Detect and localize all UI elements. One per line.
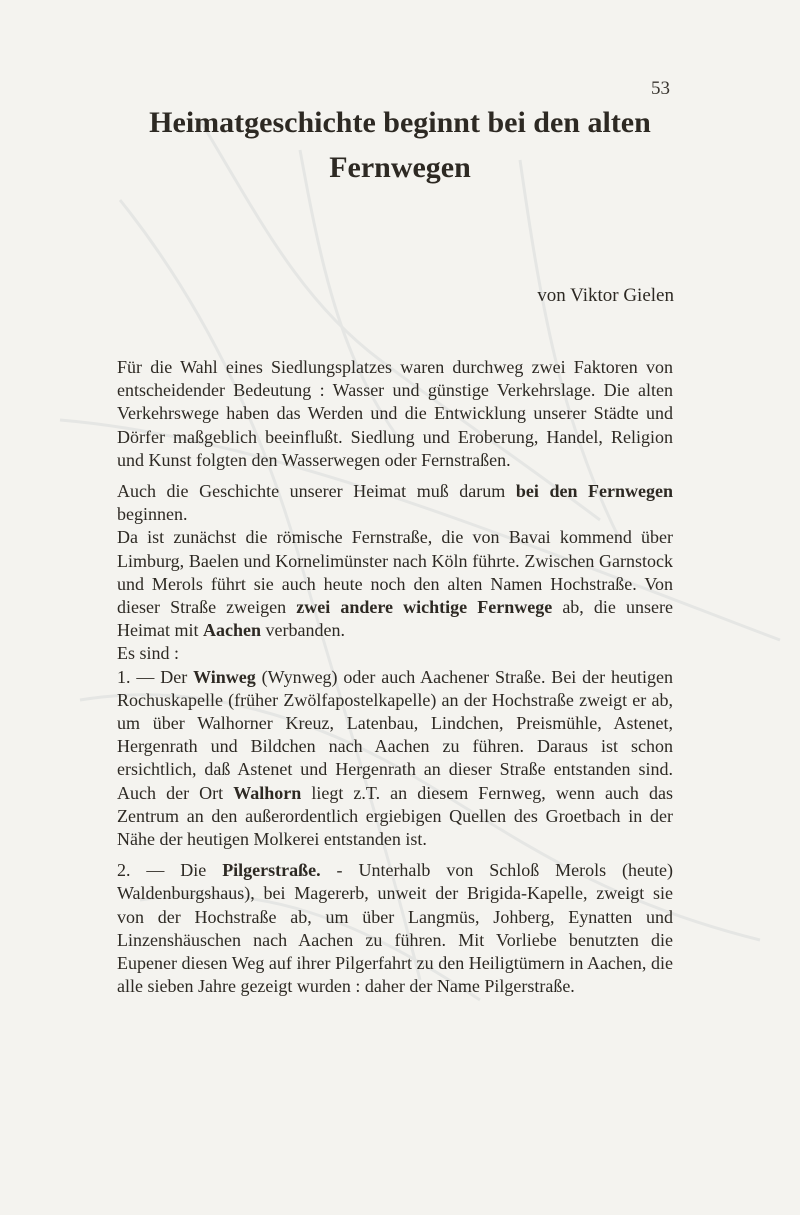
text-run: (Wynweg) oder auch Aachener Straße. Bei der heutigen Rochuskapelle (früher Zwölfapostelkapelle) an der Hochstraße zweigt er ab, um über Walhorner Kreuz, Latenbau, Lindchen, Preismühle, Astenet, Hergenrath und Bildchen nach Aachen zu führen. Daraus ist schon ersichtlich, daß Astenet und Hergenrath an dieser Straße entstanden sind. Auch der Ort <box>117 666 674 803</box>
text-run: liegt z.T. an diesem Fernweg, wenn auch das Zentrum an den außerordentlich ergiebigen Quellen des Groetbach in der Nähe der heutigen Molkerei entstanden ist. <box>117 782 674 850</box>
page-number: 53 <box>651 78 670 99</box>
bold-text-run: Aachen <box>202 620 261 641</box>
paragraph-winweg <box>117 666 673 852</box>
paragraph-es-sind <box>117 642 673 665</box>
author-line: von Viktor Gielen <box>537 285 674 306</box>
text-run: 1. — Der <box>117 666 194 687</box>
bold-text-run: Pilgerstraße. <box>222 860 321 881</box>
text-run: 2. — Die <box>117 860 223 881</box>
text-run: Auch die Geschichte unserer Heimat muß darum <box>117 481 516 502</box>
paragraph-pilgerstrasse <box>117 859 673 998</box>
paragraph-roman-road <box>117 526 673 642</box>
bold-text-run: Walhorn <box>233 782 302 803</box>
text-run: ab, die unsere Heimat mit <box>117 597 673 641</box>
text-run: Da ist zunächst die römische Fernstraße, die von Bavai kommend über Limburg, Baelen und Kornelimünster nach Köln führte. Zwischen Garnstock und Merols führt sie auch heute noch den alten Namen Hochstraße. Von dieser Straße zweigen <box>117 527 673 618</box>
paragraph-intro <box>117 356 673 472</box>
paragraph-fernwege <box>117 480 673 526</box>
bold-text-run: zwei andere wichtige Fernwege <box>296 597 553 618</box>
text-run: - Unterhalb von Schloß Merols (heute) Waldenburgshaus), bei Magererb, unweit der Brigida-Kapelle, zweigt sie von der Hochstraße ab, um über Langmüs, Johberg, Eynatten und Linzenshäuschen nach Aachen zu führen. Mit Vorliebe benutzten die Eupener diesen Weg auf ihrer Pilgerfahrt zu den Heiligtümern in Aachen, die alle sieben Jahre gezeigt wurden : daher der Name Pilgerstraße. <box>117 860 673 997</box>
page-title: Heimatgeschichte beginnt bei den alten Fernwegen <box>149 106 651 184</box>
text-run: beginnen. <box>117 504 188 525</box>
text-run: Für die Wahl eines Siedlungsplatzes waren durchweg zwei Faktoren von entscheidender Bedeutung : Wasser und günstige Verkehrslage. Die alten Verkehrswege haben das Werden und die Entwicklung unserer Städte und Dörfer maßgeblich beeinflußt. Siedlung und Eroberung, Handel, Religion und Kunst folgten den Wasserwegen oder Fernstraßen. <box>117 357 673 470</box>
article-body <box>117 356 673 998</box>
bold-text-run: Winweg <box>193 666 256 687</box>
text-run: Es sind : <box>117 643 180 664</box>
bold-text-run: bei den Fernwegen <box>515 481 673 502</box>
text-run: verbanden. <box>260 620 345 641</box>
